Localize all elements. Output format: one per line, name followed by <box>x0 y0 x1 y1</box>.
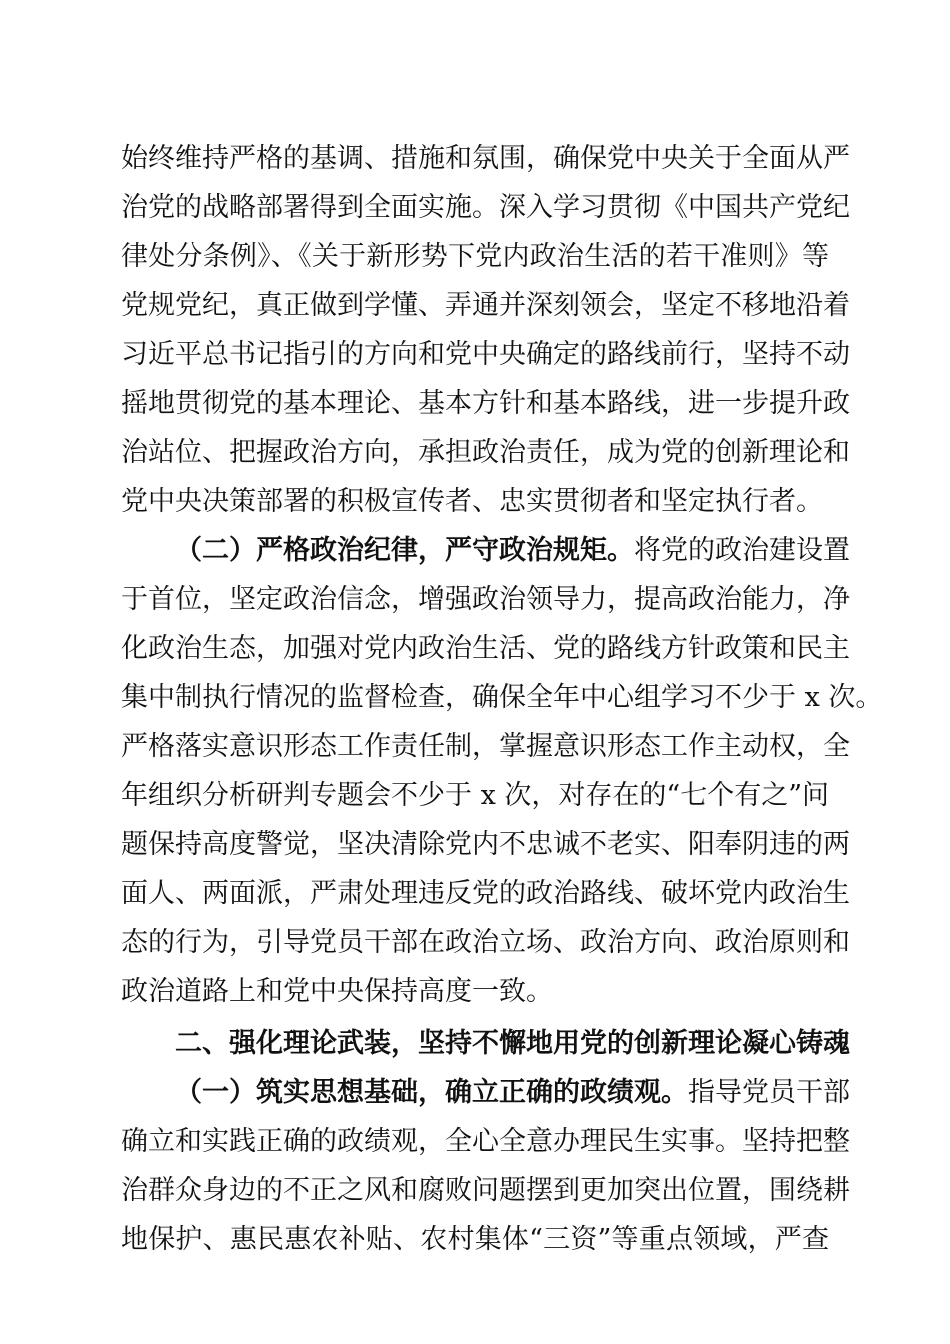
paragraph-line: 确立和实践正确的政绩观，全心全意办理民生实事。坚持把整 <box>121 1126 850 1157</box>
paragraph-line: 集中制执行情况的监督检查，确保全年中心组学习不少于 x 次。 <box>121 682 883 713</box>
paragraph-line: 党中央决策部署的积极宣传者、忠实贯彻者和坚定执行者。 <box>121 486 823 517</box>
paragraph-line: 习近平总书记指引的方向和党中央确定的路线前行，坚持不动 <box>121 339 850 370</box>
subsection-lead: （二）严格政治纪律，严守政治规矩。 <box>175 535 634 566</box>
paragraph-line: 律处分条例》、《关于新形势下党内政治生活的若干准则》等 <box>121 241 829 272</box>
paragraph-line: 始终维持严格的基调、措施和氛围，确保党中央关于全面从严 <box>121 143 850 174</box>
subsection-text: 将党的政治建设置 <box>634 535 850 566</box>
paragraph-line: 治站位、把握政治方向，承担政治责任，成为党的创新理论和 <box>121 437 850 468</box>
paragraph-line: 年组织分析研判专题会不少于 x 次，对存在的“七个有之”问 <box>121 780 829 811</box>
subsection-first-line <box>175 1069 850 1117</box>
paragraph-line: 化政治生态，加强对党内政治生活、党的路线方针政策和民主 <box>121 633 850 664</box>
paragraph-line: 治群众身边的不正之风和腐败问题摆到更加突出位置，围绕耕 <box>121 1175 850 1206</box>
paragraph-line: 于首位，坚定政治信念，增强政治领导力，提高政治能力，净 <box>121 584 850 615</box>
paragraph-line: 政治道路上和党中央保持高度一致。 <box>121 976 553 1007</box>
subsection-lead: （一）筑实思想基础，确立正确的政绩观。 <box>175 1077 688 1108</box>
paragraph-line: 摇地贯彻党的基本理论、基本方针和基本路线，进一步提升政 <box>121 388 850 419</box>
paragraph-line: 党规党纪，真正做到学懂、弄通并深刻领会，坚定不移地沿着 <box>121 290 850 321</box>
paragraph-line: 题保持高度警觉，坚决清除党内不忠诚不老实、阳奉阴违的两 <box>121 829 850 860</box>
subsection-first-line <box>175 527 850 575</box>
section-heading: 二、强化理论武装，坚持不懈地用党的创新理论凝心铸魂 <box>175 1028 850 1059</box>
paragraph-line: 态的行为，引导党员干部在政治立场、政治方向、政治原则和 <box>121 927 850 958</box>
paragraph-line: 治党的战略部署得到全面实施。深入学习贯彻《中国共产党纪 <box>121 192 850 223</box>
subsection-text: 指导党员干部 <box>688 1077 850 1108</box>
paragraph-line: 严格落实意识形态工作责任制，掌握意识形态工作主动权，全 <box>121 731 850 762</box>
paragraph-line: 地保护、惠民惠农补贴、农村集体“三资”等重点领域，严查 <box>121 1224 829 1255</box>
paragraph-line: 面人、两面派，严肃处理违反党的政治路线、破坏党内政治生 <box>121 878 850 909</box>
